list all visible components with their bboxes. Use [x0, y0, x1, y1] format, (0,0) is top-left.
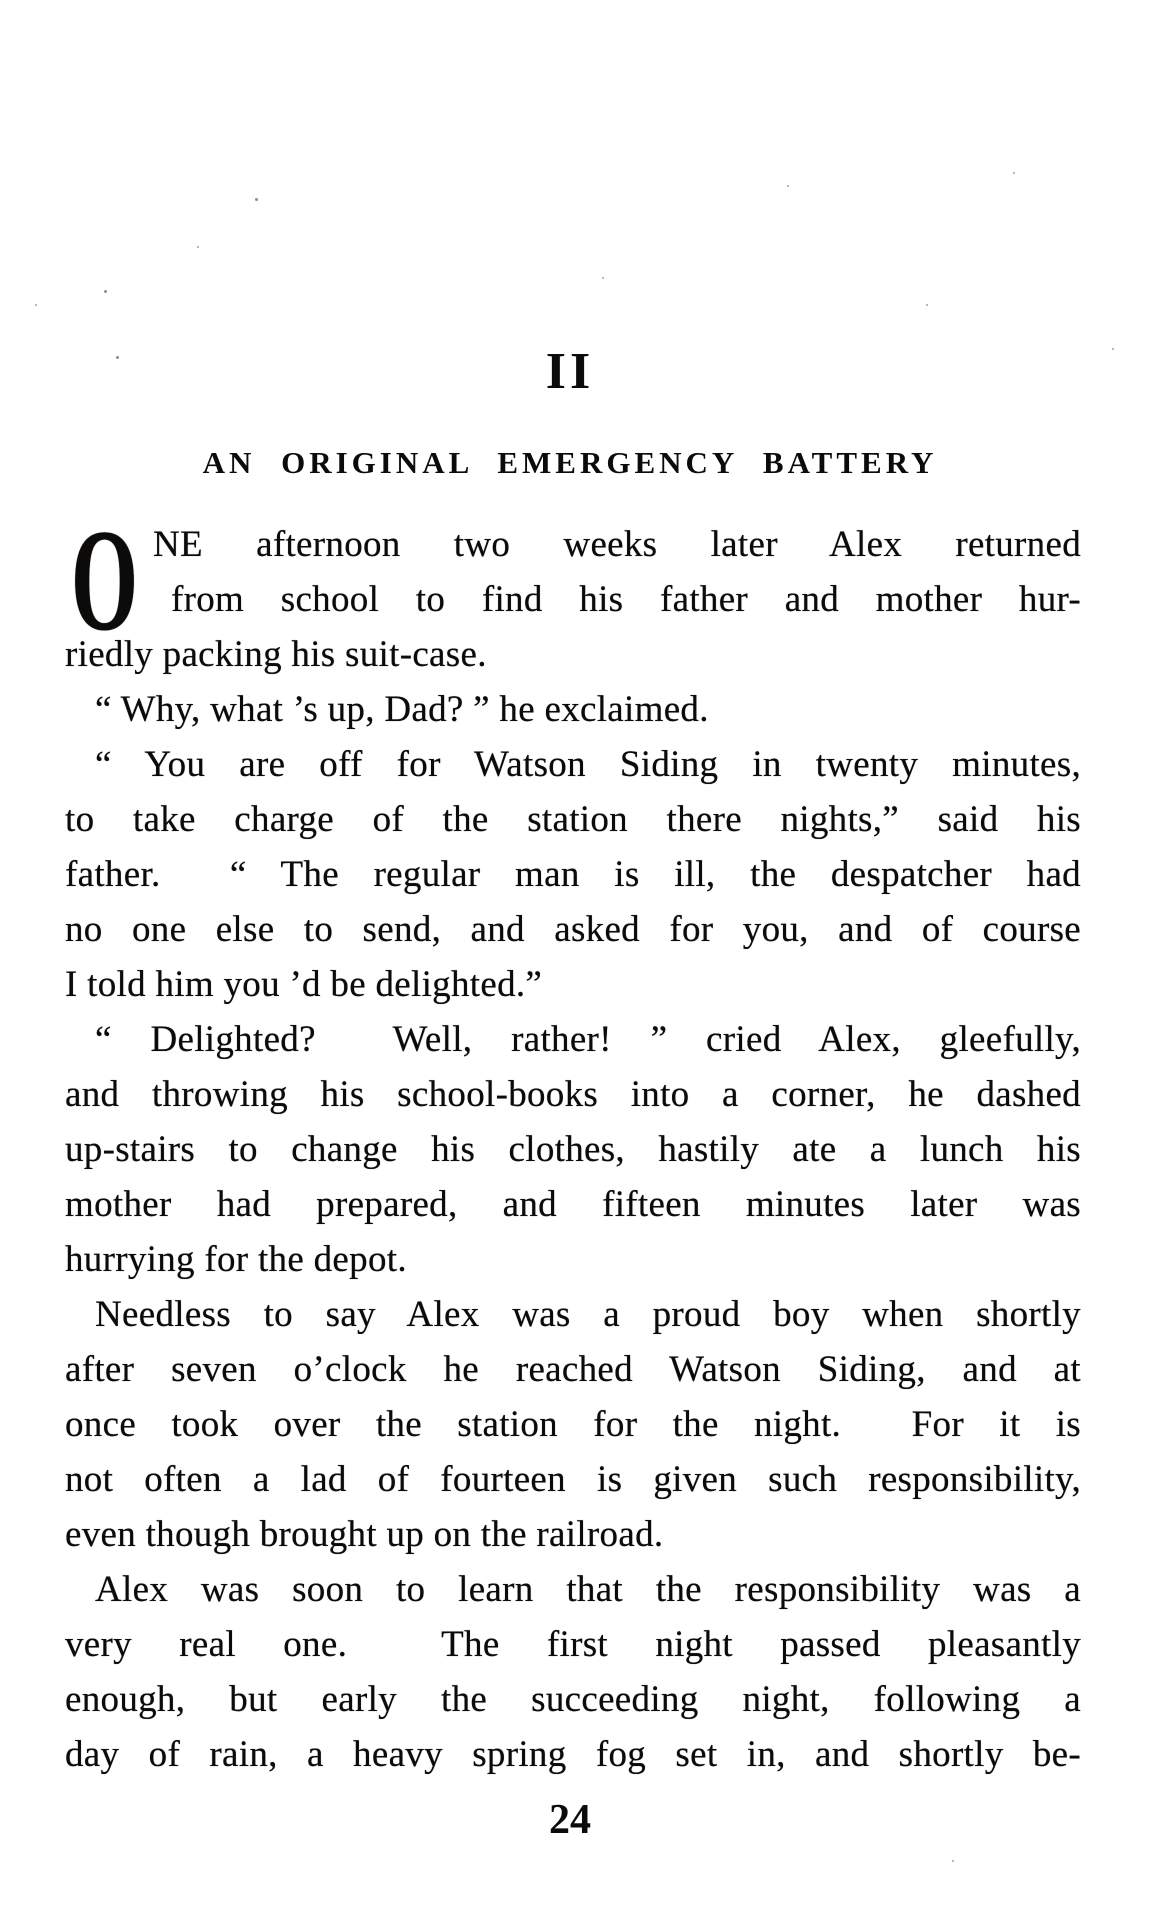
scan-speck: [1112, 348, 1114, 350]
text-line: to take charge of the station there nights,” said his: [65, 799, 1081, 840]
scan-speck: [1013, 172, 1015, 174]
scan-speck: [104, 290, 107, 293]
scan-speck: [116, 356, 119, 359]
paragraph: [65, 499, 1081, 682]
scan-speck: [197, 246, 199, 248]
text-line: up-stairs to change his clothes, hastily ate a lunch his: [65, 1129, 1081, 1170]
scan-speck: [255, 198, 258, 201]
body-text: [65, 499, 1081, 1782]
paragraph: [65, 737, 1081, 1012]
text-line: mother had prepared, and fifteen minutes later was: [65, 1184, 1081, 1225]
text-line: not often a lad of fourteen is given such responsibility,: [65, 1459, 1081, 1500]
chapter-title: AN ORIGINAL EMERGENCY BATTERY: [202, 445, 938, 480]
text-line: very real one. The first night passed pleasantly: [65, 1624, 1081, 1665]
text-line: and throwing his school-books into a corner, he dashed: [65, 1074, 1081, 1115]
text-line: Alex was soon to learn that the responsibility was a: [95, 1569, 1081, 1610]
text-line: I told him you ’d be delighted.”: [65, 964, 543, 1005]
text-line: “ Delighted? Well, rather! ” cried Alex, gleefully,: [95, 1019, 1081, 1060]
text-line: hurrying for the depot.: [65, 1239, 407, 1280]
scan-speck: [602, 277, 604, 279]
paragraph: [65, 1562, 1081, 1782]
text-line: NE afternoon two weeks later Alex returned: [153, 524, 1081, 565]
text-line: from school to find his father and mother hur-: [171, 579, 1081, 620]
drop-cap-letter: O: [71, 499, 139, 661]
paragraph: [65, 682, 1081, 737]
scan-speck: [35, 304, 37, 306]
paragraph: [65, 1012, 1081, 1287]
chapter-number: II: [545, 343, 595, 400]
text-line: day of rain, a heavy spring fog set in, and shortly be-: [65, 1734, 1081, 1775]
page-number: 24: [549, 1797, 591, 1843]
text-line: “ You are off for Watson Siding in twenty minutes,: [95, 744, 1081, 785]
text-line: no one else to send, and asked for you, and of course: [65, 909, 1081, 950]
scan-speck: [926, 304, 928, 306]
text-line: Needless to say Alex was a proud boy when shortly: [95, 1294, 1081, 1335]
text-line: once took over the station for the night. For it is: [65, 1404, 1081, 1445]
scan-speck: [787, 185, 789, 187]
text-line: even though brought up on the railroad.: [65, 1514, 664, 1555]
scan-speck: [952, 1860, 954, 1862]
text-line: “ Why, what ’s up, Dad? ” he exclaimed.: [95, 689, 709, 730]
text-line: father. “ The regular man is ill, the despatcher had: [65, 854, 1081, 895]
text-line: enough, but early the succeeding night, following a: [65, 1679, 1081, 1720]
text-line: riedly packing his suit-case.: [65, 634, 487, 675]
text-line: after seven o’clock he reached Watson Siding, and at: [65, 1349, 1081, 1390]
paragraph: [65, 1287, 1081, 1562]
